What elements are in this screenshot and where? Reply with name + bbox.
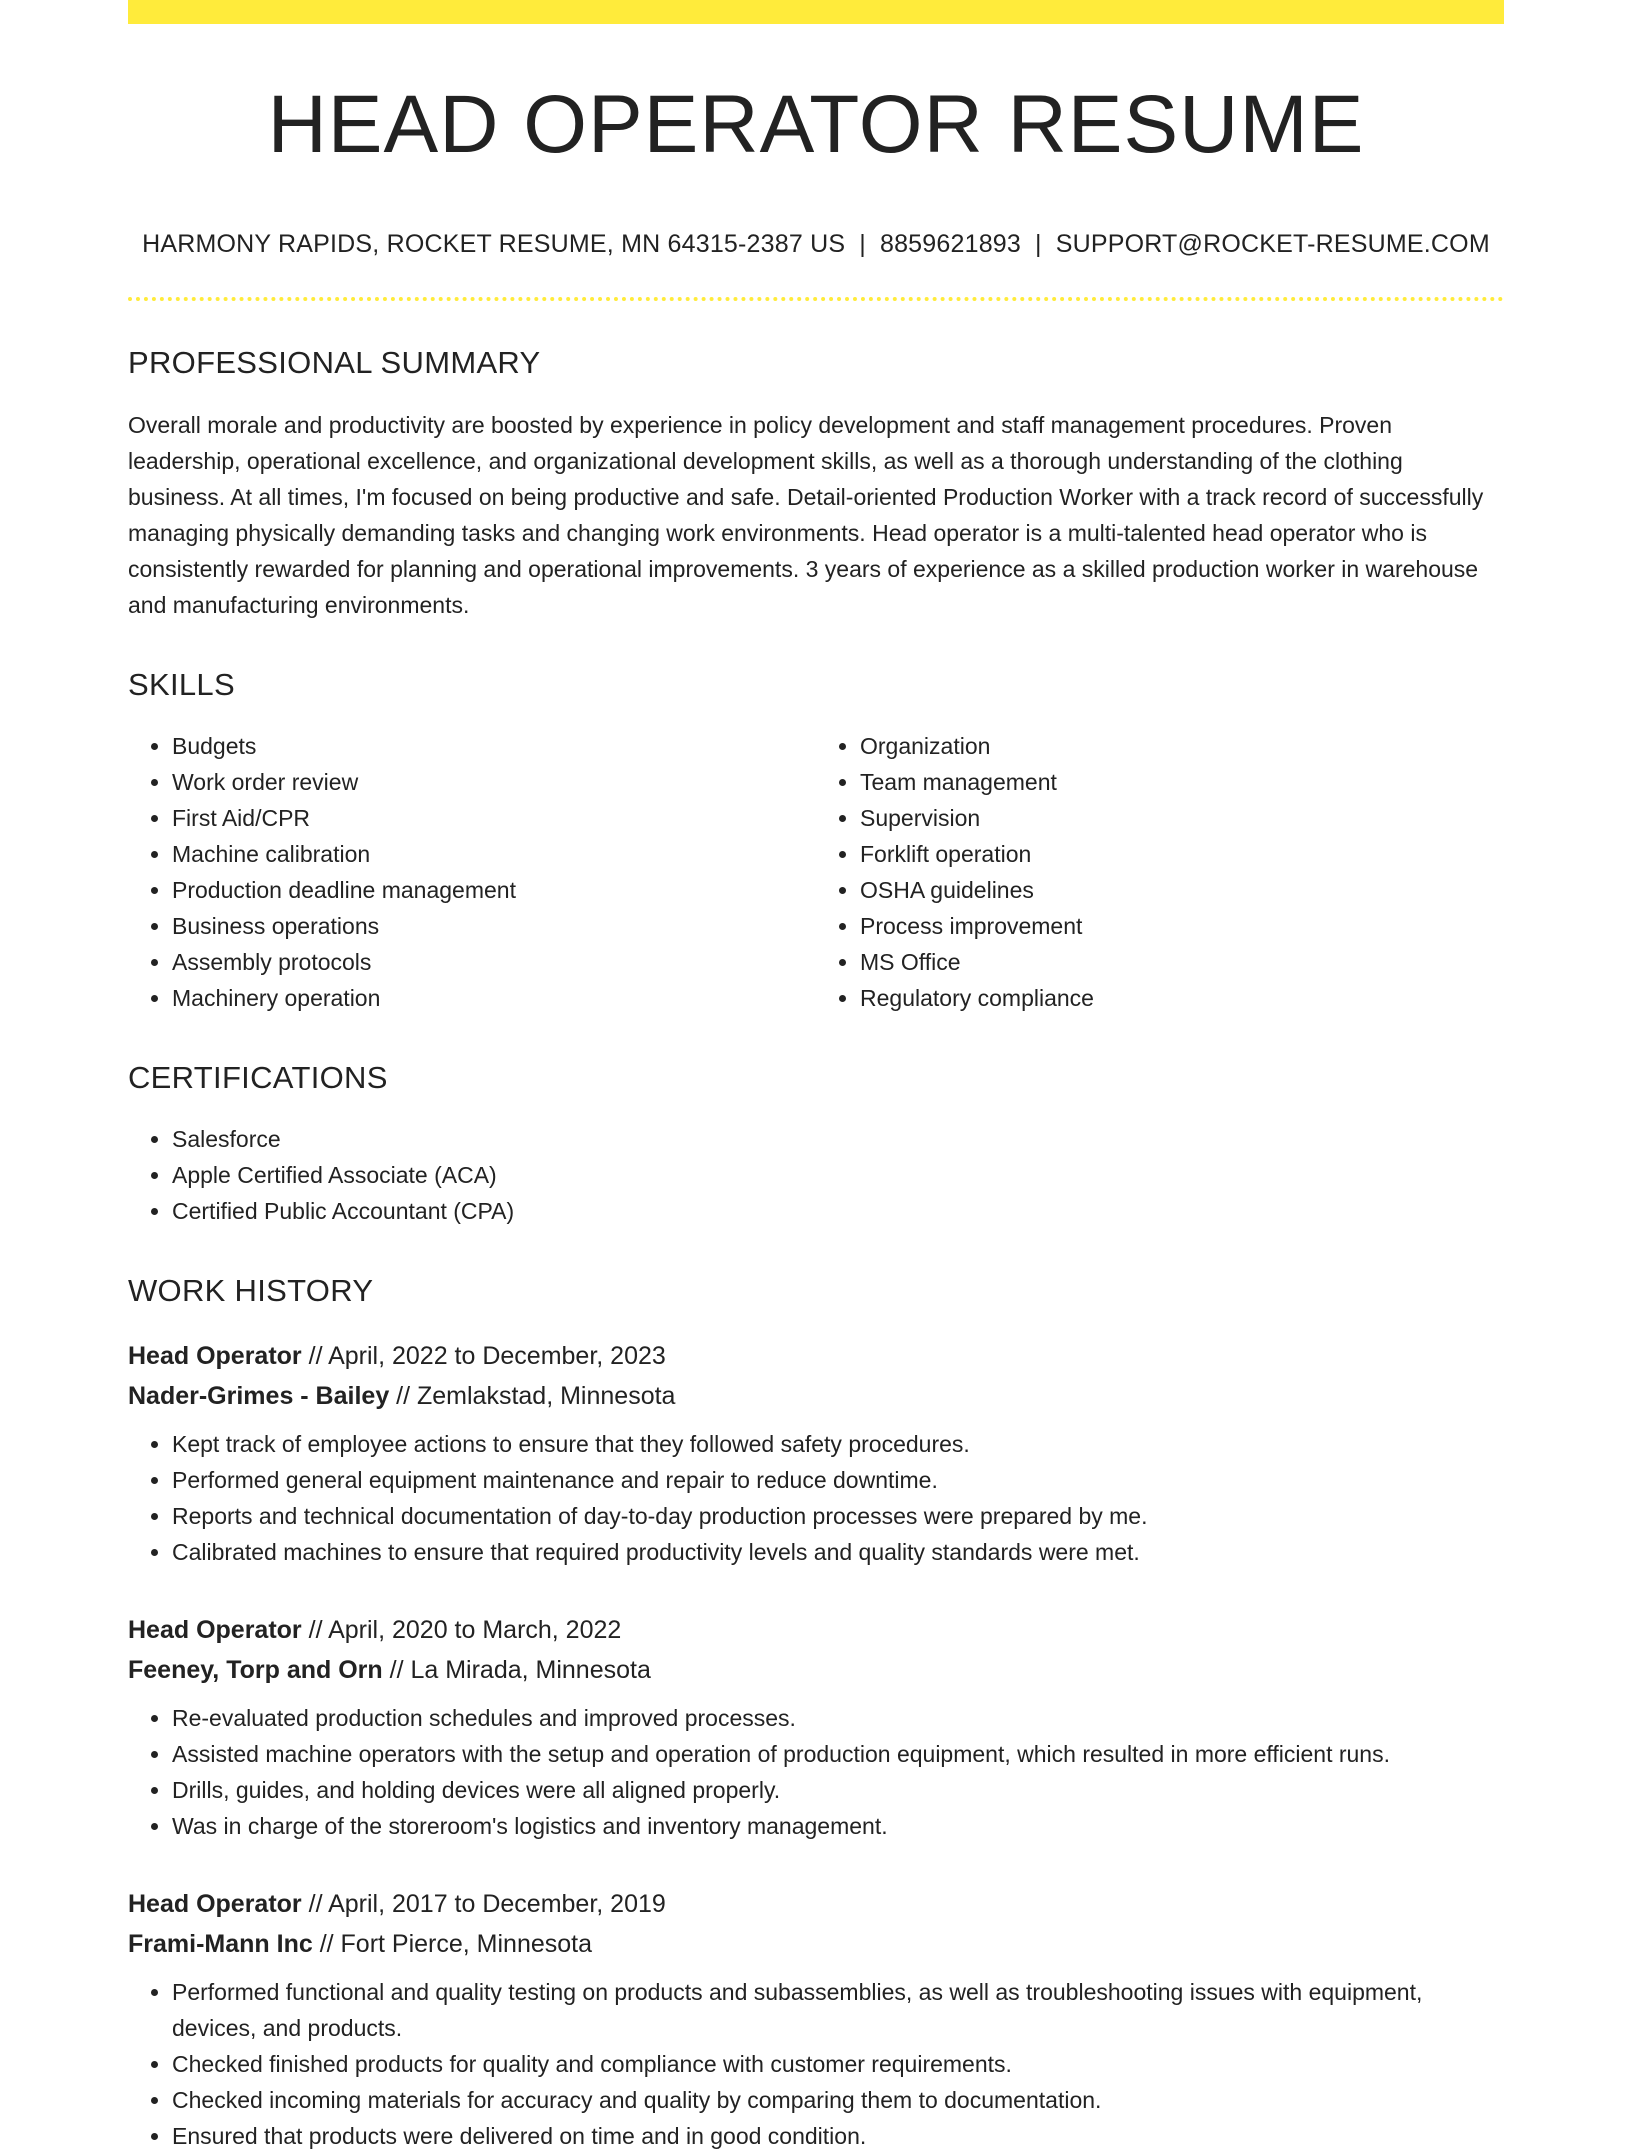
job-bullet: • Checked incoming materials for accuracy and quality by comparing them to documentation. [172, 2082, 1504, 2118]
skills-list-right [816, 728, 1504, 1016]
job-entry [128, 1884, 1504, 2154]
summary-text: Overall morale and productivity are boosted by experience in policy development and staff management procedures. Proven leadership, operational excellence, and organizational development skills, as well as a thorough understanding of the clothing business. At all times, I'm focused on being productive and safe. Detail-oriented Production Worker with a track record of successfully managing physically demanding tasks and changing work environments. Head operator is a multi-talented head operator who is consistently rewarded for planning and operational improvements. 3 years of experience as a skilled production worker in warehouse and manufacturing environments. [128, 412, 1484, 618]
job-title-line [128, 1336, 1504, 1376]
contact-separator: | [1035, 230, 1042, 258]
contact-phone: 8859621893 [879, 230, 1022, 258]
skill-item: • Budgets [172, 728, 816, 764]
job-bullet: • Kept track of employee actions to ensure that they followed safety procedures. [172, 1426, 1504, 1462]
skill-item: • Forklift operation [860, 836, 1504, 872]
skill-item: • Supervision [860, 800, 1504, 836]
resume-title: HEAD OPERATOR RESUME [267, 79, 1365, 170]
job-bullet: • Re-evaluated production schedules and improved processes. [172, 1700, 1504, 1736]
certification-item: • Apple Certified Associate (ACA) [172, 1157, 1504, 1193]
job-company: Frami-Mann Inc [128, 1930, 313, 1958]
skills-list-left [128, 728, 816, 1016]
certifications-heading: CERTIFICATIONS [128, 1060, 388, 1095]
skill-item: • Production deadline management [172, 872, 816, 908]
header-divider [128, 297, 1504, 301]
job-role: Head Operator [128, 1342, 302, 1370]
job-dates: // April, 2020 to March, 2022 [301, 1616, 622, 1644]
skill-item: • OSHA guidelines [860, 872, 1504, 908]
skill-item: • Business operations [172, 908, 816, 944]
job-bullet: • Reports and technical documentation of day-to-day production processes were prepared by me. [172, 1498, 1504, 1534]
certification-item: • Salesforce [172, 1121, 1504, 1157]
resume-page [128, 0, 1504, 2154]
job-bullet: • Checked finished products for quality and compliance with customer requirements. [172, 2046, 1504, 2082]
skill-item: • Machinery operation [172, 980, 816, 1016]
skill-item: • Work order review [172, 764, 816, 800]
job-title-line [128, 1610, 1504, 1650]
skill-item: • Team management [860, 764, 1504, 800]
work-history-heading: WORK HISTORY [128, 1273, 374, 1308]
job-bullets [128, 1974, 1504, 2154]
job-bullets [128, 1700, 1504, 1844]
job-bullet: • Performed general equipment maintenance and repair to reduce downtime. [172, 1462, 1504, 1498]
skill-item: • Process improvement [860, 908, 1504, 944]
skill-item: • Assembly protocols [172, 944, 816, 980]
job-role: Head Operator [128, 1890, 302, 1918]
certifications-list [128, 1121, 1504, 1229]
job-entry [128, 1336, 1504, 1570]
job-bullet: • Assisted machine operators with the setup and operation of production equipment, which resulted in more efficient runs. [172, 1736, 1504, 1772]
job-dates: // April, 2022 to December, 2023 [301, 1342, 666, 1370]
skill-item: • Regulatory compliance [860, 980, 1504, 1016]
job-company-line [128, 1650, 1504, 1690]
job-location: // La Mirada, Minnesota [382, 1656, 651, 1684]
job-company-line [128, 1376, 1504, 1416]
contact-email[interactable]: SUPPORT@ROCKET-RESUME.COM [1055, 230, 1490, 258]
job-location: // Fort Pierce, Minnesota [312, 1930, 593, 1958]
job-company: Feeney, Torp and Orn [128, 1656, 383, 1684]
job-title-line [128, 1884, 1504, 1924]
job-bullet: • Performed functional and quality testing on products and subassemblies, as well as troubleshooting issues with equipment, devices, and products. [172, 1974, 1504, 2046]
certification-item: • Certified Public Accountant (CPA) [172, 1193, 1504, 1229]
job-entry [128, 1610, 1504, 1844]
summary-heading: PROFESSIONAL SUMMARY [128, 345, 541, 380]
contact-separator: | [859, 230, 866, 258]
skills-heading: SKILLS [128, 667, 235, 702]
job-bullets [128, 1426, 1504, 1570]
contact-address: HARMONY RAPIDS, ROCKET RESUME, MN 64315-2387 US [142, 230, 846, 258]
skill-item: • Organization [860, 728, 1504, 764]
job-bullet: • Ensured that products were delivered on time and in good condition. [172, 2118, 1504, 2154]
skill-item: • MS Office [860, 944, 1504, 980]
job-location: // Zemlakstad, Minnesota [389, 1382, 676, 1410]
job-company-line [128, 1924, 1504, 1964]
contact-line [128, 230, 1504, 259]
job-role: Head Operator [128, 1616, 302, 1644]
job-bullet: • Drills, guides, and holding devices were all aligned properly. [172, 1772, 1504, 1808]
top-accent-bar [128, 0, 1504, 24]
job-company: Nader-Grimes - Bailey [128, 1382, 390, 1410]
job-bullet: • Calibrated machines to ensure that required productivity levels and quality standards were met. [172, 1534, 1504, 1570]
job-dates: // April, 2017 to December, 2019 [301, 1890, 666, 1918]
skill-item: • Machine calibration [172, 836, 816, 872]
job-bullet: • Was in charge of the storeroom's logistics and inventory management. [172, 1808, 1504, 1844]
skills-grid [128, 728, 1504, 1016]
skill-item: • First Aid/CPR [172, 800, 816, 836]
